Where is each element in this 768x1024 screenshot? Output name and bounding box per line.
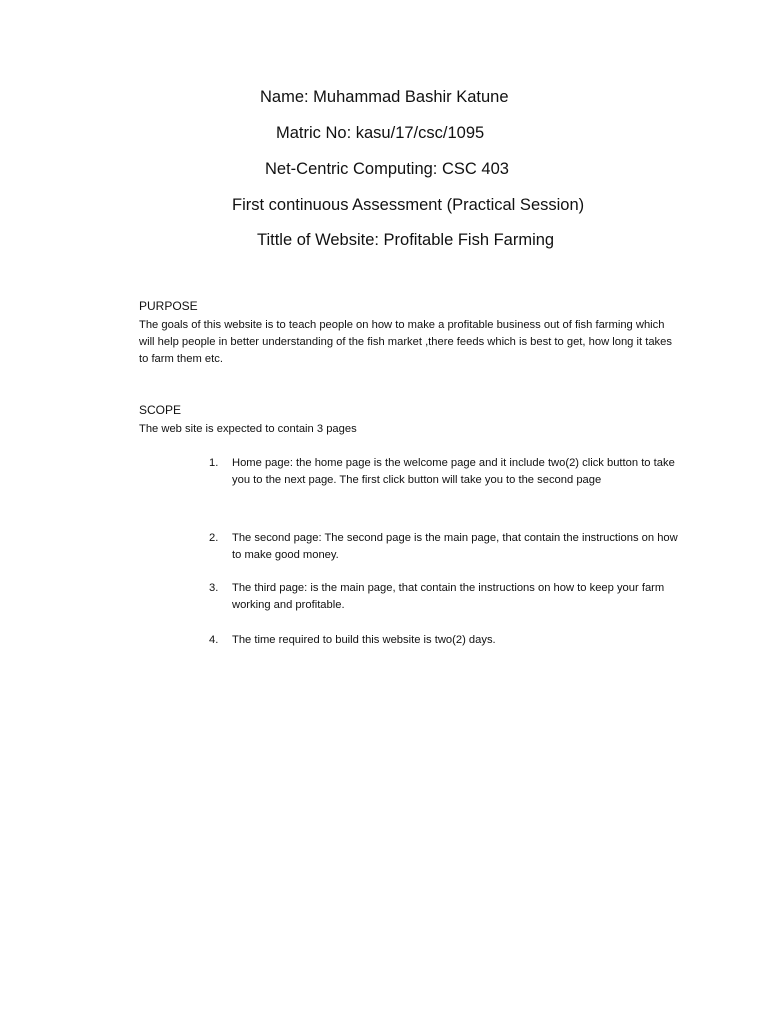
list-text: The time required to build this website is two(2) days. — [232, 634, 496, 646]
list-number: 2. — [209, 532, 219, 544]
assessment-title: First continuous Assessment (Practical Session) — [232, 196, 585, 214]
matric-number: Matric No: kasu/17/csc/1095 — [276, 124, 485, 142]
list-number: 3. — [209, 582, 219, 594]
purpose-paragraph: The goals of this website is to teach people on how to make a profitable business out of fish farming which will help people in better understanding of the fish market ,there feeds which is best to get, how long it takes to farm them etc. — [139, 319, 672, 365]
scope-paragraph: The web site is expected to contain 3 pages — [139, 423, 357, 435]
list-number: 1. — [209, 457, 219, 469]
course-title: Net-Centric Computing: CSC 403 — [265, 160, 509, 178]
scope-heading: SCOPE — [139, 403, 182, 417]
purpose-heading: PURPOSE — [139, 299, 198, 313]
website-title: Tittle of Website: Profitable Fish Farming — [257, 231, 555, 249]
list-text: Home page: the home page is the welcome page and it include two(2) click button to take you to the next page. The first click button will take you to the second page — [232, 457, 675, 486]
list-text: The second page: The second page is the main page, that contain the instructions on how to make good money. — [232, 532, 678, 561]
list-number: 4. — [209, 634, 219, 646]
student-name: Name: Muhammad Bashir Katune — [260, 88, 509, 106]
list-text: The third page: is the main page, that contain the instructions on how to keep your farm working and profitable. — [232, 582, 665, 611]
